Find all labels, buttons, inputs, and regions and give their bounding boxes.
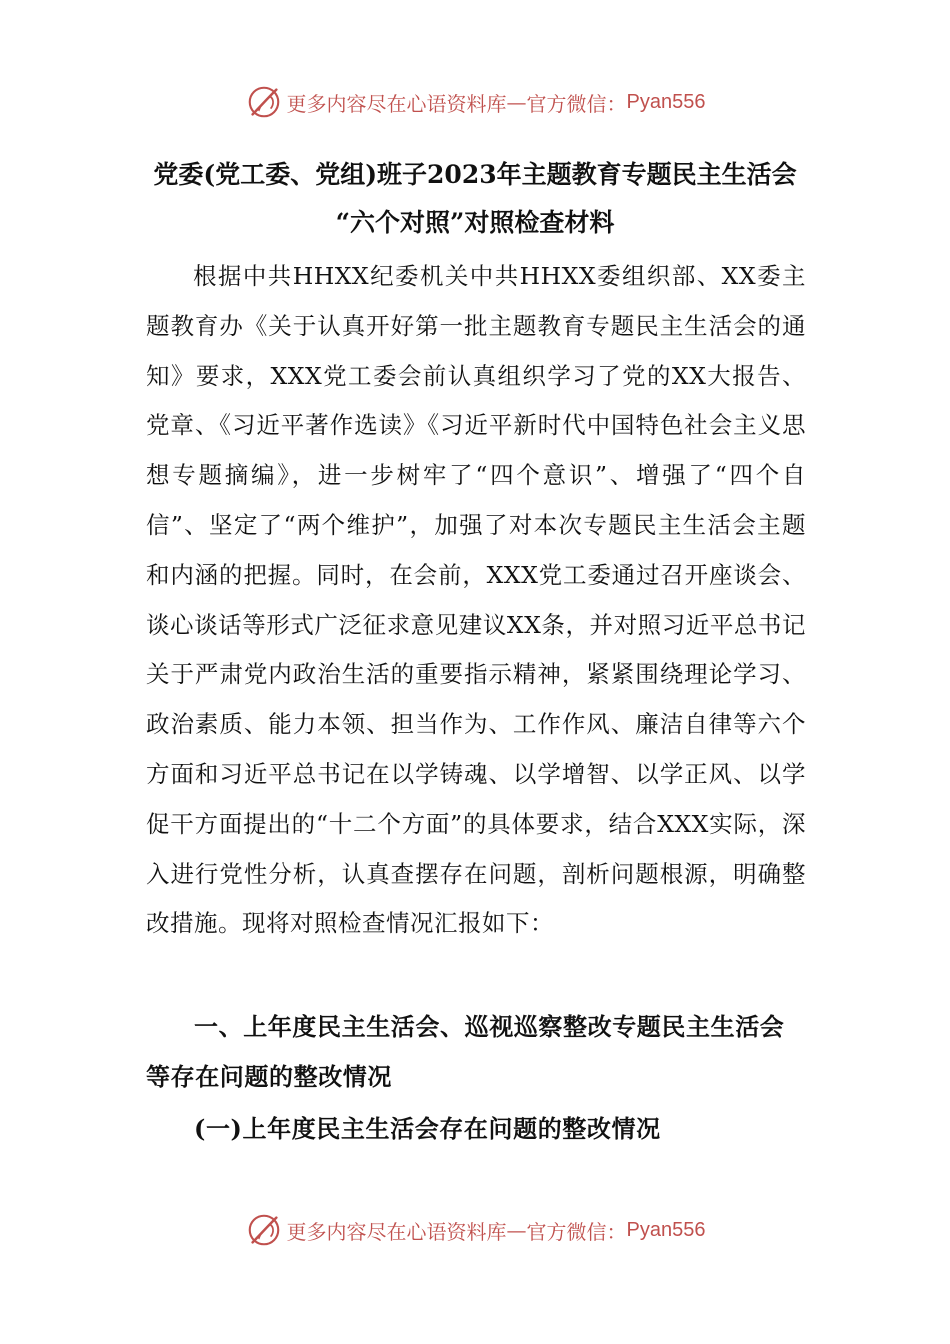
pen-logo-icon [245, 83, 283, 121]
banner-wechat-id: Pyan556 [626, 90, 706, 113]
header-banner [0, 80, 950, 124]
banner-wechat-id: Pyan556 [626, 1218, 706, 1241]
banner-official-label: 官方微信： [526, 1219, 627, 1244]
banner-slogan: 更多内容尽在心语资料库 [286, 91, 507, 116]
section-heading-1: 一、上年度民主生活会、巡视巡察整改专题民主生活会等存在问题的整改情况 [146, 1012, 785, 1091]
banner-slogan: 更多内容尽在心语资料库 [286, 1219, 507, 1244]
banner-dash: — [506, 90, 527, 114]
pen-logo-icon [245, 1211, 283, 1249]
banner-dash: — [506, 1218, 527, 1242]
intro-paragraph: 根据中共HHXX纪委机关中共HHXX委组织部、XX委主题教育办《关于认真开好第一批主题教育专题民主生活会的通知》要求，XXX党工委会前认真组织学习了党的XX大报告、党章、《习近平著作选读》《习近平新时代中国特色社会主义思想专题摘编》，进一步树牢了“四个意识”、增强了“四个自信”、坚定了“两个维护”，加强了对本次专题民主生活会主题和内涵的把握。同时，在会前，XXX党工委通过召开座谈会、谈心谈话等形式广泛征求意见建议XX条，并对照习近平总书记关于严肃党内政治生活的重要指示精神，紧紧围绕理论学习、政治素质、能力本领、担当作为、工作作风、廉洁自律等六个方面和习近平总书记在以学铸魂、以学增智、以学正风、以学促干方面提出的“十二个方面”的具体要求，结合XXX实际，深入进行党性分析，认真查摆存在问题，剖析问题根源，明确整改措施。现将对照检查情况汇报如下： [146, 262, 806, 938]
document-title-line2: “六个对照”对照检查材料 [335, 208, 615, 237]
banner-official-label: 官方微信： [526, 91, 627, 116]
footer-banner [0, 1208, 950, 1252]
subsection-heading-1: (一)上年度民主生活会存在问题的整改情况 [194, 1114, 661, 1143]
document-title-line1: 党委(党工委、党组)班子2023年主题教育专题民主生活会 [153, 160, 797, 189]
